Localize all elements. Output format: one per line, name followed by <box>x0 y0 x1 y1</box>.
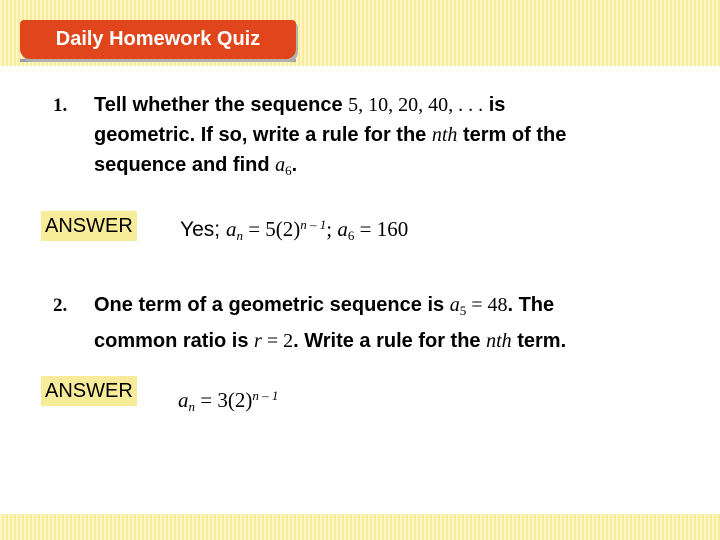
question-1-line-1: Tell whether the sequence 5, 10, 20, 40, . . . is <box>94 94 506 116</box>
answer-1-text: Yes; $a_n = 5(2)^{n - 1}$; $a_6 = 160$ <box>180 217 409 243</box>
question-2-line-2: common ratio is r = 2. Write a rule for the nth term. <box>94 330 567 352</box>
answer-2-label: ANSWER <box>41 376 137 406</box>
question-2-line-1: One term of a geometric sequence is $a_5 = 48$. The <box>94 294 555 318</box>
question-1-line-2: geometric. If so, write a rule for the nth term of the <box>94 124 567 146</box>
question-2-text <box>94 290 566 356</box>
question-1-text <box>94 90 566 186</box>
answer-2-text: $a_n = 3(2)^{n - 1}$ <box>178 388 279 414</box>
title-tab-shadow <box>20 59 296 62</box>
page-title: Daily Homework Quiz <box>20 20 296 59</box>
question-2-number: 2. <box>53 295 68 316</box>
footer-stripe-band <box>0 514 720 540</box>
question-1-line-3: sequence and find $a_6$. <box>94 154 298 178</box>
question-1-number: 1. <box>53 95 68 116</box>
answer-1-label: ANSWER <box>41 211 137 241</box>
